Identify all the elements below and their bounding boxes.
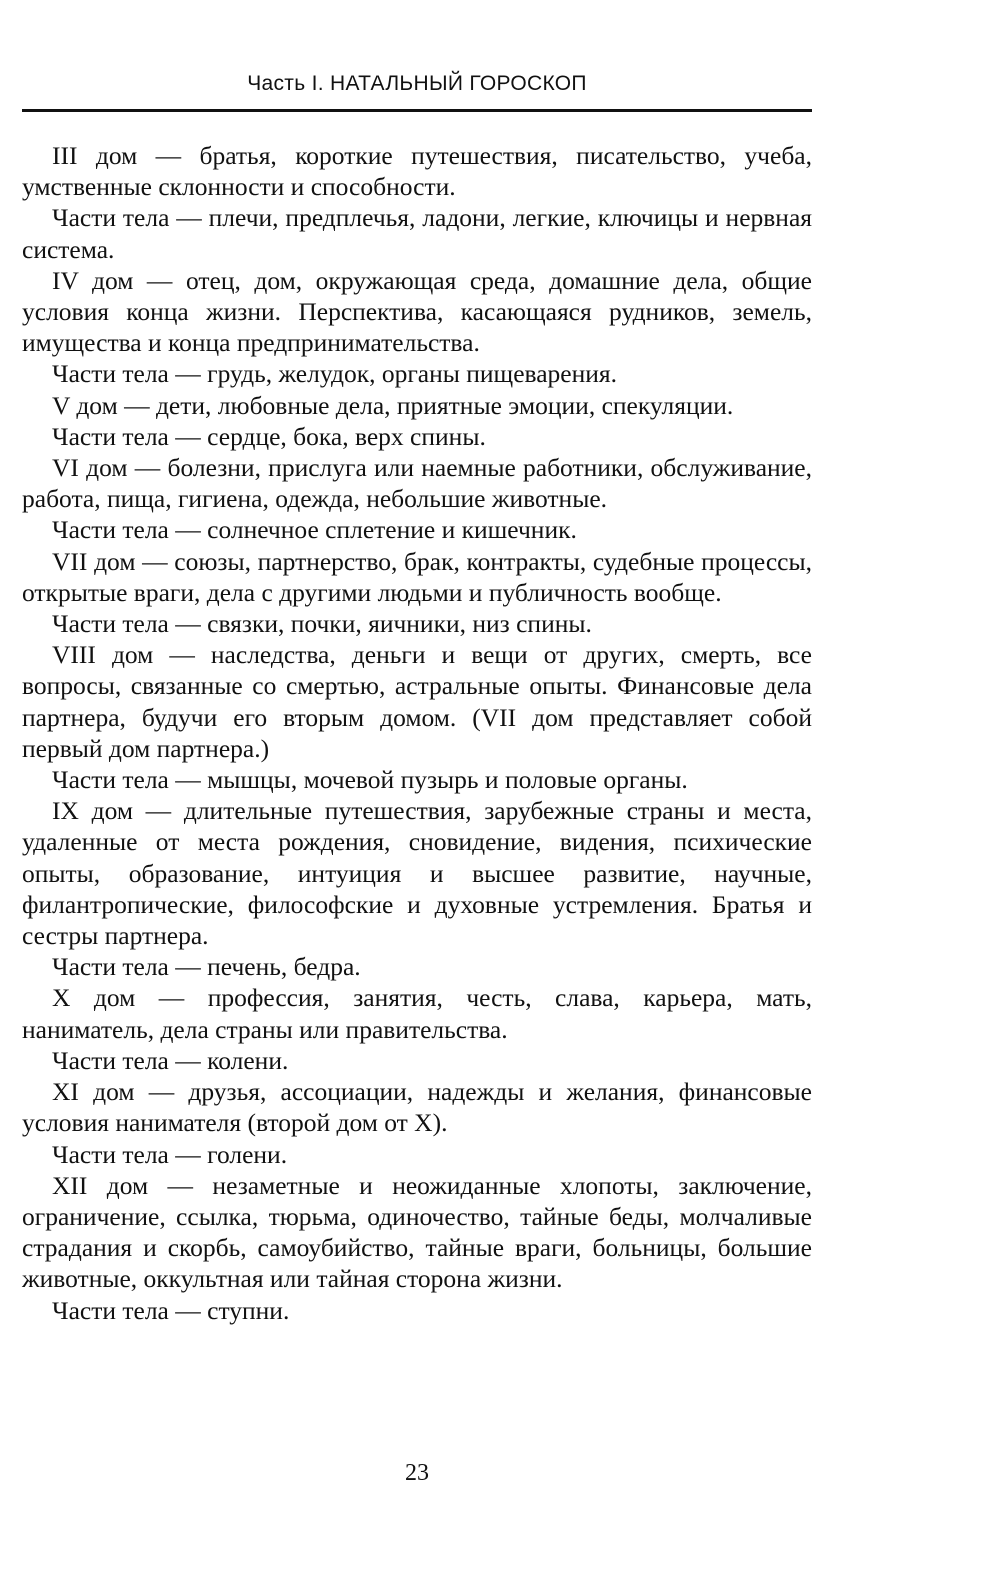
paragraph-body-parts-9: Части тела — печень, бедра. <box>52 952 361 982</box>
paragraph-body-parts-3: Части тела — плечи, предплечья, ладони, легкие, ключицы и нервная система. <box>22 203 812 264</box>
paragraph-body-parts-5: Части тела — сердце, бока, верх спины. <box>52 421 486 451</box>
paragraph-body-parts-11: Части тела — голени. <box>52 1139 288 1169</box>
paragraph-house-6: VI дом — болезни, прислуга или наемные работники, обслуживание, работа, пища, гигиена, одежда, небольшие животные. <box>22 453 812 514</box>
paragraph-body-parts-4: Части тела — грудь, желудок, органы пищеварения. <box>52 359 617 389</box>
paragraph-body-parts-7: Части тела — связки, почки, яичники, низ спины. <box>52 609 592 639</box>
running-header: Часть I. НАТАЛЬНЫЙ ГОРОСКОП <box>247 72 587 95</box>
paragraph-house-5: V дом — дети, любовные дела, приятные эмоции, спекуляции. <box>52 390 734 420</box>
body-text <box>22 140 812 1326</box>
paragraph-house-9: IX дом — длительные путешествия, зарубежные страны и места, удаленные от места рождения, сновидение, видения, психические опыты, образование, интуиция и высшее развитие, научные, филантропические, философские и духовные устремления. Братья и сестры партнера. <box>22 796 812 951</box>
page-number: 23 <box>405 1460 429 1486</box>
header-divider <box>22 109 812 112</box>
paragraph-house-4: IV дом — отец, дом, окружающая среда, домашние дела, общие условия конца жизни. Перспектива, касающаяся рудников, земель, имущества и конца предпринимательства. <box>22 265 812 358</box>
paragraph-body-parts-10: Части тела — колени. <box>52 1045 289 1075</box>
paragraph-house-8: VIII дом — наследства, деньги и вещи от других, смерть, все вопросы, связанные со смертью, астральные опыты. Финансовые дела партнера, будучи его вторым домом. (VII дом представляет собой первый дом партнера.) <box>22 640 812 763</box>
paragraph-house-7: VII дом — союзы, партнерство, брак, контракты, судебные процессы, открытые враги, дела с другими людьми и публичность вообще. <box>22 546 812 607</box>
paragraph-body-parts-6: Части тела — солнечное сплетение и кишечник. <box>52 515 577 545</box>
paragraph-house-11: XI дом — друзья, ассоциации, надежды и желания, финансовые условия нанимателя (второй дом от X). <box>22 1077 812 1138</box>
paragraph-house-10: X дом — профессия, занятия, честь, слава, карьера, мать, наниматель, дела страны или правительства. <box>22 983 812 1044</box>
paragraph-house-12: XII дом — незаметные и неожиданные хлопоты, заключение, ограничение, ссылка, тюрьма, одиночество, тайные беды, молчаливые страдания и скорбь, самоубийство, тайные враги, больницы, большие животные, оккультная или тайная сторона жизни. <box>22 1170 812 1294</box>
paragraph-house-3: III дом — братья, короткие путешествия, писательство, учеба, умственные склонности и способности. <box>22 141 812 202</box>
paragraph-body-parts-8: Части тела — мышцы, мочевой пузырь и половые органы. <box>52 765 688 795</box>
paragraph-body-parts-12: Части тела — ступни. <box>52 1295 290 1325</box>
